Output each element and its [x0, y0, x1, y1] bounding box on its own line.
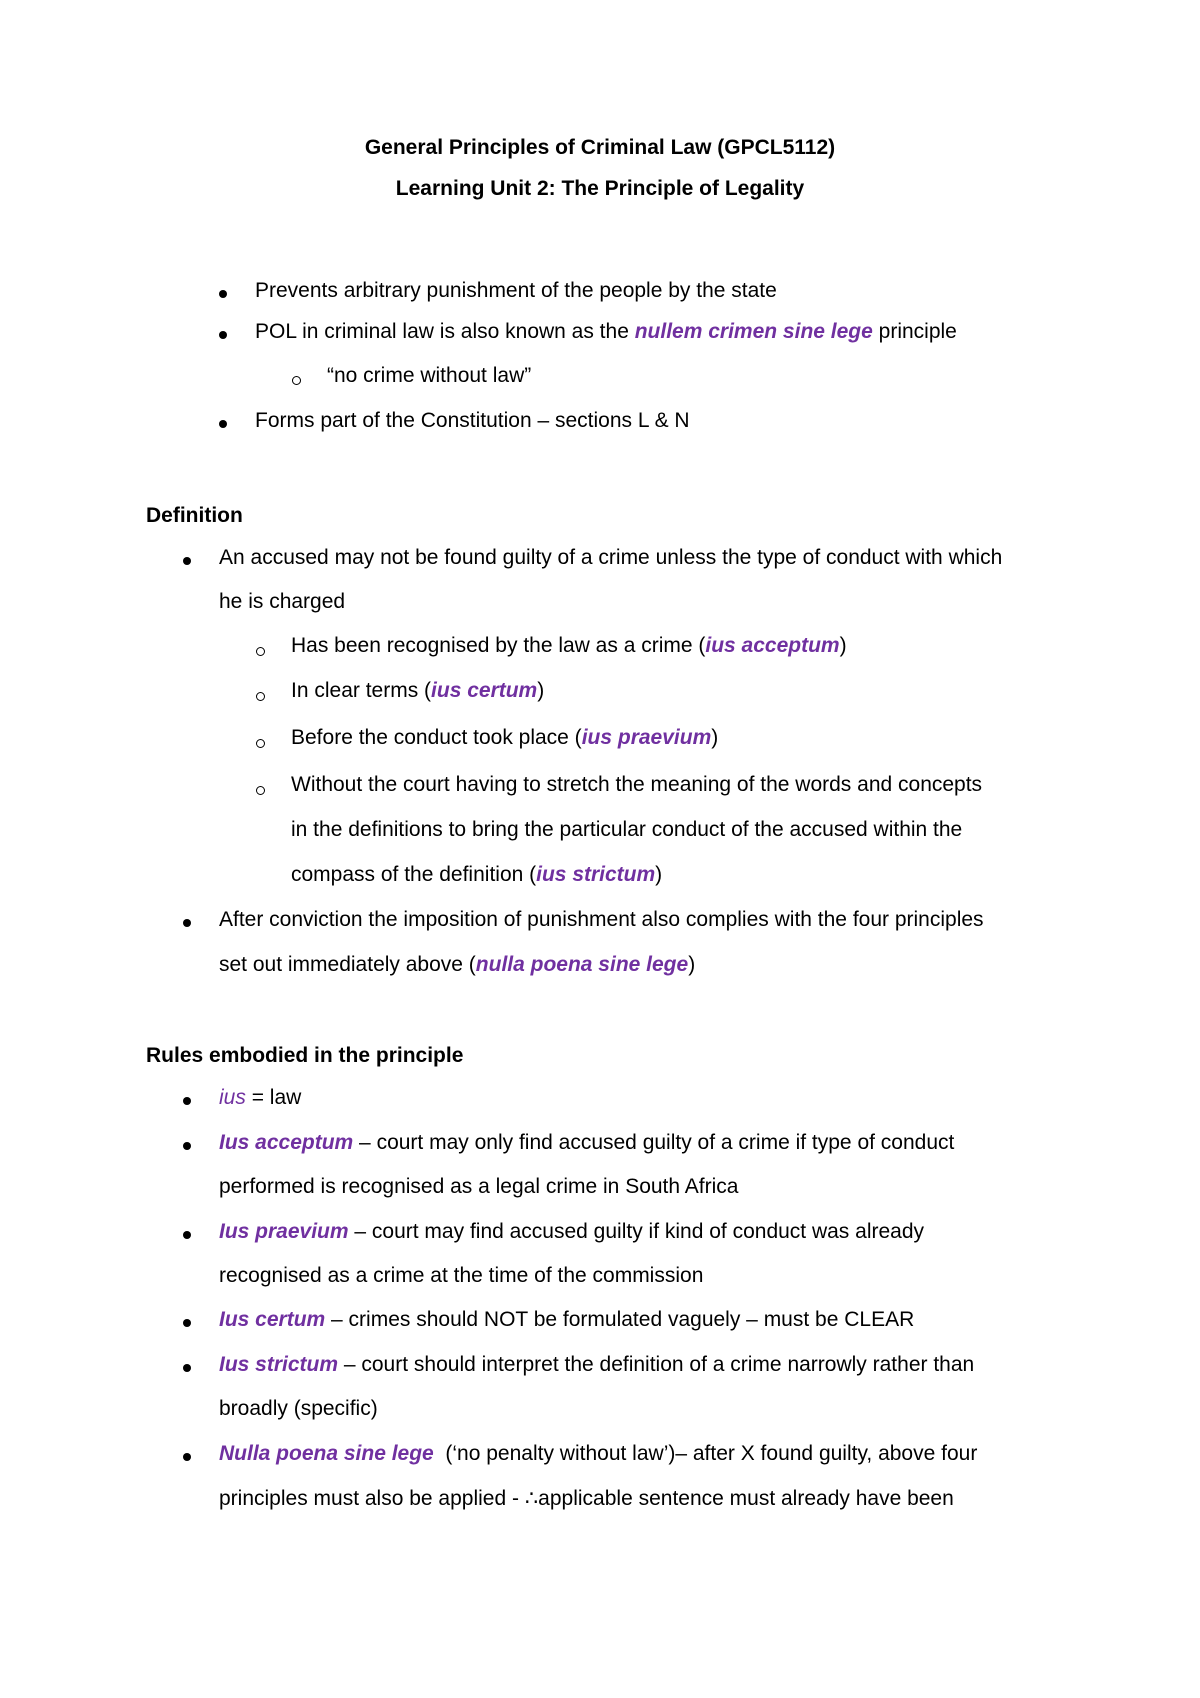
intro-item-1: Prevents arbitrary punishment of the people by the state	[255, 279, 777, 302]
definition-item-2-line-1: After conviction the imposition of punishment also complies with the four principles	[219, 908, 984, 931]
rule-3-line-1	[219, 1220, 924, 1244]
bullet-icon	[219, 290, 227, 298]
latin-term: Ius praevium	[219, 1220, 349, 1243]
rule-5-line-2: broadly (specific)	[219, 1397, 378, 1420]
sub-bullet-icon	[256, 786, 265, 795]
sub-bullet-icon	[292, 376, 301, 385]
definition-sub-3-text: Before the conduct took place (	[291, 726, 582, 749]
latin-term: Nulla poena sine lege	[219, 1442, 434, 1465]
definition-sub-2-text: In clear terms (	[291, 679, 432, 702]
definition-heading: Definition	[146, 504, 243, 527]
rule-2-text: – court may only find accused guilty of a crime if type of conduct	[353, 1131, 955, 1154]
intro-item-2-text: POL in criminal law is also known as the	[255, 320, 635, 343]
latin-term: nulla poena sine lege	[475, 953, 689, 976]
rule-6-text: (‘no penalty without law’)– after X found guilty, above four	[433, 1442, 978, 1465]
bullet-icon	[183, 1231, 191, 1239]
definition-item-1-line-2: he is charged	[219, 590, 346, 613]
rule-5-line-1	[219, 1353, 974, 1377]
sub-bullet-icon	[256, 692, 265, 701]
rule-3-line-2: recognised as a crime at the time of the commission	[219, 1264, 704, 1287]
rule-2-line-2: performed is recognised as a legal crime in South Africa	[219, 1175, 739, 1198]
bullet-icon	[219, 420, 227, 428]
latin-term: Ius certum	[219, 1308, 326, 1331]
bullet-icon	[183, 1319, 191, 1327]
definition-item-1-line-1: An accused may not be found guilty of a crime unless the type of conduct with which	[219, 546, 1003, 569]
definition-sub-1-text: Has been recognised by the law as a crime (	[291, 634, 706, 657]
closing-paren: )	[688, 953, 696, 976]
closing-paren: )	[655, 863, 663, 886]
definition-sub-4-line-1: Without the court having to stretch the meaning of the words and concepts	[291, 773, 983, 796]
document-subtitle: Learning Unit 2: The Principle of Legality	[395, 177, 805, 200]
rule-6-line-1	[219, 1442, 977, 1466]
latin-term: ius certum	[431, 679, 538, 702]
latin-term: Ius acceptum	[219, 1131, 354, 1154]
rule-6-line-2: principles must also be applied - ∴applicable sentence must already have been	[219, 1487, 954, 1510]
intro-item-2	[255, 320, 957, 344]
intro-item-2-sub: “no crime without law”	[327, 364, 532, 387]
closing-paren: )	[839, 634, 847, 657]
sub-bullet-icon	[256, 647, 265, 656]
definition-item-2-line-2	[219, 953, 695, 977]
intro-item-3: Forms part of the Constitution – sections L & N	[255, 409, 690, 432]
latin-term: ius acceptum	[705, 634, 840, 657]
rule-2-line-1	[219, 1131, 954, 1155]
latin-term: ius	[219, 1086, 246, 1109]
rule-1-text: = law	[245, 1086, 302, 1109]
rule-4-text: – crimes should NOT be formulated vaguely – must be CLEAR	[325, 1308, 915, 1331]
closing-paren: )	[537, 679, 545, 702]
definition-sub-3	[291, 726, 718, 750]
intro-item-2-suffix: principle	[872, 320, 957, 343]
latin-term: ius strictum	[536, 863, 656, 886]
definition-sub-2	[291, 679, 544, 703]
sub-bullet-icon	[256, 739, 265, 748]
definition-sub-4-line-2: in the definitions to bring the particular conduct of the accused within the	[291, 818, 963, 841]
bullet-icon	[219, 331, 227, 339]
rule-1	[219, 1086, 301, 1110]
bullet-icon	[183, 1364, 191, 1372]
bullet-icon	[183, 1097, 191, 1105]
definition-sub-1	[291, 634, 847, 658]
definition-sub-4-line-3-text: compass of the definition (	[291, 863, 537, 886]
latin-term: Ius strictum	[219, 1353, 339, 1376]
rule-3-text: – court may find accused guilty if kind of conduct was already	[348, 1220, 925, 1243]
rule-4	[219, 1308, 914, 1332]
rules-heading: Rules embodied in the principle	[146, 1044, 464, 1067]
bullet-icon	[183, 1142, 191, 1150]
closing-paren: )	[711, 726, 719, 749]
rule-5-text: – court should interpret the definition of a crime narrowly rather than	[338, 1353, 975, 1376]
latin-term: nullem crimen sine lege	[634, 320, 873, 343]
bullet-icon	[183, 557, 191, 565]
latin-term: ius praevium	[581, 726, 712, 749]
definition-item-2-line-2-text: set out immediately above (	[219, 953, 476, 976]
bullet-icon	[183, 919, 191, 927]
document-title: General Principles of Criminal Law (GPCL5112)	[364, 136, 836, 159]
bullet-icon	[183, 1453, 191, 1461]
definition-sub-4-line-3	[291, 863, 662, 887]
